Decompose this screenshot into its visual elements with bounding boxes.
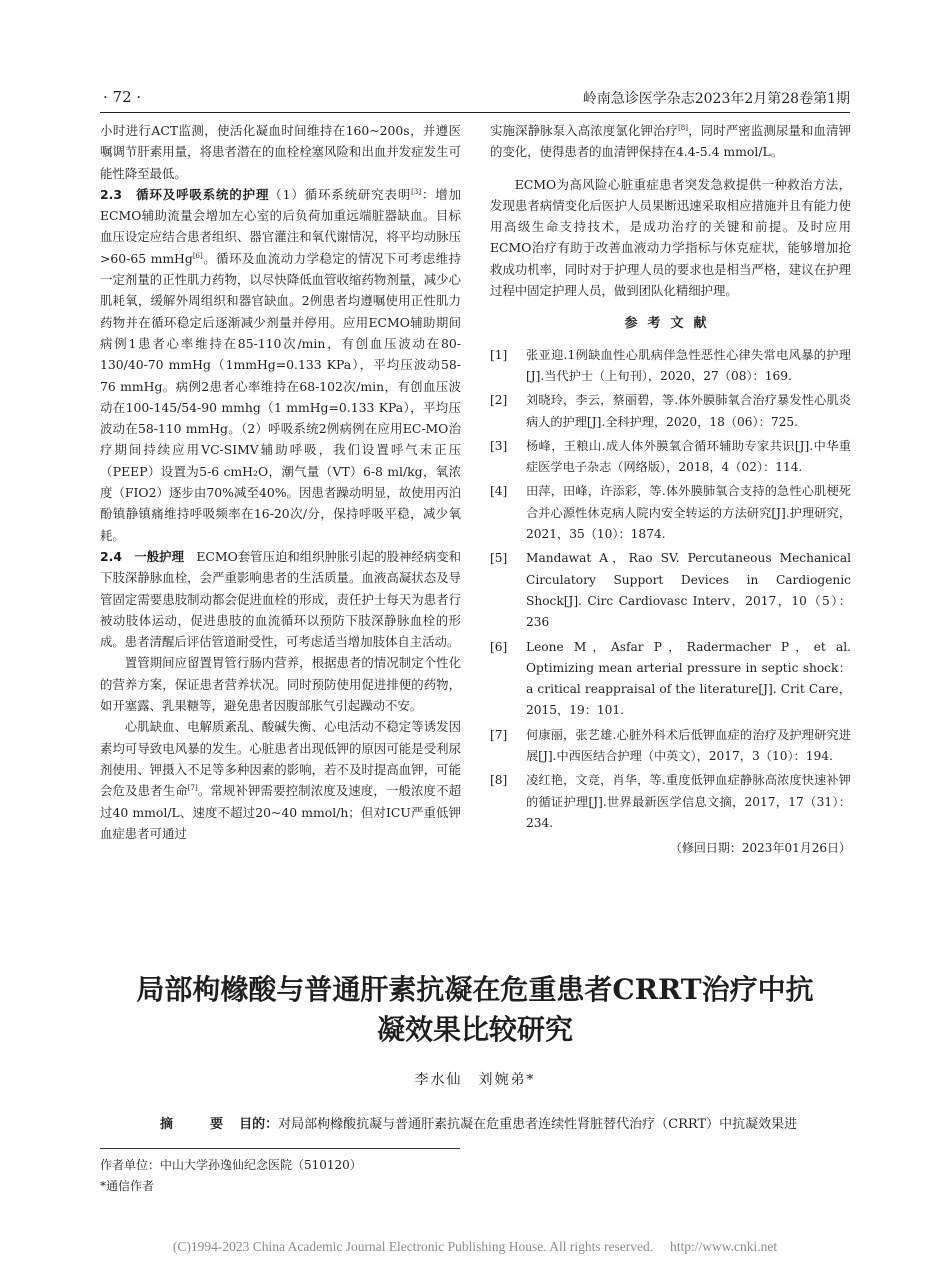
abstract-objective-label: 目的： <box>239 1117 279 1132</box>
reference-item: [8] 凌红艳，文竞，肖华，等.重度低钾血症静脉高浓度快速补钾的循证护理[J].世界最新医学信息文摘，2017，17（31）：234. <box>490 773 851 830</box>
corresponding-author-footnote: *通信作者 <box>100 1179 155 1193</box>
reference-list <box>490 345 851 835</box>
paragraph-conclusion: ECMO为高风险心脏重症患者突发急救提供一种救治方法，发现患者病情变化后医护人员果断迅速采取相应措施并且有能力使用高级生命支持技术，是成功治疗的关键和前提。及时应用ECMO治疗有助于改善血液动力学指标与休克症状，能够增加抢救成功机率，同时对于护理人员的要求也是相当严格，建议在护理过程中固定护理人员，做到团队化精细护理。 <box>490 176 851 299</box>
reference-item: [3] 杨峰，王粮山.成人体外膜氧合循环辅助专家共识[J].中华重症医学电子杂志（网络版），2018，4（02）：114. <box>490 438 851 475</box>
section-heading: 2.3 循环及呼吸系统的护理 <box>100 186 270 202</box>
abstract-label: 摘 要 <box>160 1117 236 1132</box>
reference-item: [6] Leone M，Asfar P，Radermacher P，et al. Optimizing mean arterial pressure in septic shock：a critical reappraisal of the literature[J]. Crit Care，2015，19：101. <box>490 639 851 718</box>
title-line: 凝效果比较研究 <box>376 1013 573 1046</box>
author-list: 李水仙 刘婉弟* <box>414 1072 536 1088</box>
references-heading: 参考文献 <box>624 316 717 332</box>
section-2-3: 2.3 循环及呼吸系统的护理（1）循环系统研究表明[3]：增加ECMO辅助流量会增加左心室的后负荷加重远端脏器缺血。目标血压设定应结合患者组织、器官灌注和氧代谢情况，将平均动脉压>60-65 mmHg[6]。循环及血流动力学稳定的情况下可考虑维持一定剂量的正性肌力药物，以尽快降低血管收缩药物剂量，减少心肌耗氧，缓解外周组织和器官缺血。2例患者均遵嘱使用正性肌力药物并在循环稳定后逐渐减少剂量并停用。应用ECMO辅助期间病例1患者心率维持在85-110次/min，有创血压波动在80-130/40-70 mmHg（1mmHg=0.133 KPa），平均压波动58-76 mmHg。病例2患者心率维持在68-102次/min，有创血压波动在100-145/54-90 mmhg（1 mmHg=0.133 KPa），平均压波动在58-110 mmHg。（2）呼吸系统2例病例在应用EC-MO治疗期间持续应用VC-SIMV辅助呼吸，我们设置呼气末正压（PEEP）设置为5-6 cmH₂O，潮气量（VT）6-8 ml/kg，氧浓度（FIO2）逐步由70%减至40%。因患者躁动明显，故使用丙泊酚镇静镇痛维持呼吸频率在16-20次/分，保持呼吸平稳，减少氧耗。 <box>100 186 462 543</box>
section-2-4: 2.4 一般护理 ECMO套管压迫和组织肿胀引起的股神经病变和下肢深静脉血栓，会严重影响患者的生活质量。血液高凝状态及导管固定需要患肢制动都会促进血栓的形成，责任护士每天为患者行被动肢体运动，促进患肢的血流循环以预防下肢深静脉血栓的形成。患者清醒后评估管道耐受性，可考虑适当增加肢体自主活动。 <box>100 548 462 650</box>
affiliation-footnote: 作者单位：中山大学孙逸仙纪念医院（510120） <box>100 1158 362 1172</box>
citation: [8] <box>678 123 688 132</box>
reference-item: [1] 张亚迎.1例缺血性心肌病伴急性恶性心律失常电风暴的护理[J].当代护士（上旬刊），2020，27（08）：169. <box>490 347 851 383</box>
reference-item: [4] 田萍，田峰，许添彩，等.体外膜肺氧合支持的急性心肌梗死合并心源性休克病人院内安全转运的方法研究[J].护理研究，2021，35（10）：1874. <box>490 484 851 542</box>
running-header <box>103 88 850 110</box>
article-title <box>60 970 890 1050</box>
right-column <box>490 120 851 860</box>
reference-item: [2] 刘晓玲，李云，蔡丽碧，等.体外膜肺氧合治疗暴发性心肌炎病人的护理[J].全科护理，2020，18（06）：725. <box>490 393 851 429</box>
abstract-text: 对局部枸橼酸抗凝与普通肝素抗凝在危重患者连续性肾脏替代治疗（CRRT）中抗凝效果进 <box>278 1117 798 1132</box>
revised-date: （修回日期：2023年01月26日） <box>669 841 851 856</box>
paragraph-act-monitoring: 小时进行ACT监测，使活化凝血时间维持在160~200s，并遵医嘱调节肝素用量，将患者潜在的血栓栓塞风险和出血并发症发生可能性降至最低。 <box>100 123 461 181</box>
copyright-watermark: (C)1994-2023 China Academic Journal Electronic Publishing House. All rights reserved. http://www.cnki.net <box>172 1239 778 1254</box>
citation: [7] <box>187 784 198 793</box>
title-line: 局部枸橼酸与普通肝素抗凝在危重患者CRRT治疗中抗 <box>136 973 814 1006</box>
citation: [3] <box>411 187 422 196</box>
header-rule <box>100 112 850 113</box>
citation: [6] <box>192 251 203 260</box>
footnote-rule <box>100 1148 460 1149</box>
left-column <box>100 120 461 844</box>
paragraph-arrhythmia: 心肌缺血、电解质紊乱、酸碱失衡、心电活动不稳定等诱发因素均可导致电风暴的发生。心脏患者出现低钾的原因可能是受利尿剂使用、钾摄入不足等多种因素的影响，若不及时提高血钾，可能会危及患者生命[7]。常规补钾需要控制浓度及速度，一般浓度不超过40 mmol/L、速度不超过20~40 mmol/h；但对ICU严重低钾血症患者可通过 <box>100 719 462 841</box>
section-heading: 2.4 一般护理 <box>100 548 184 564</box>
reference-item: [5] Mandawat A，Rao SV. Percutaneous Mechanical Circulatory Support Devices in Cardiogenic Shock[J]. Circ Cardiovasc Interv，2017，10（5）：236 <box>490 551 851 630</box>
page-number: · 72 · <box>103 88 142 106</box>
abstract <box>160 1113 850 1132</box>
journal-name: 岭南急诊医学杂志2023年2月第28卷第1期 <box>582 91 850 107</box>
paragraph-potassium: 实施深静脉泵入高浓度氯化钾治疗[8]，同时严密监测尿量和血清钾的变化，使得患者的血清钾保持在4.4-5.4 mmol/L。 <box>490 123 852 160</box>
paragraph-nutrition: 置管期间应留置胃管行肠内营养，根据患者的情况制定个性化的营养方案，保证患者营养状况。同时预防使用促进排便的药物，如开塞露、乳果糖等，避免患者因腹部胀气引起躁动不安。 <box>100 655 461 714</box>
reference-item: [7] 何康丽，张艺雄.心脏外科术后低钾血症的治疗及护理研究进展[J].中西医结合护理（中英文），2017，3（10）：194. <box>490 727 851 764</box>
